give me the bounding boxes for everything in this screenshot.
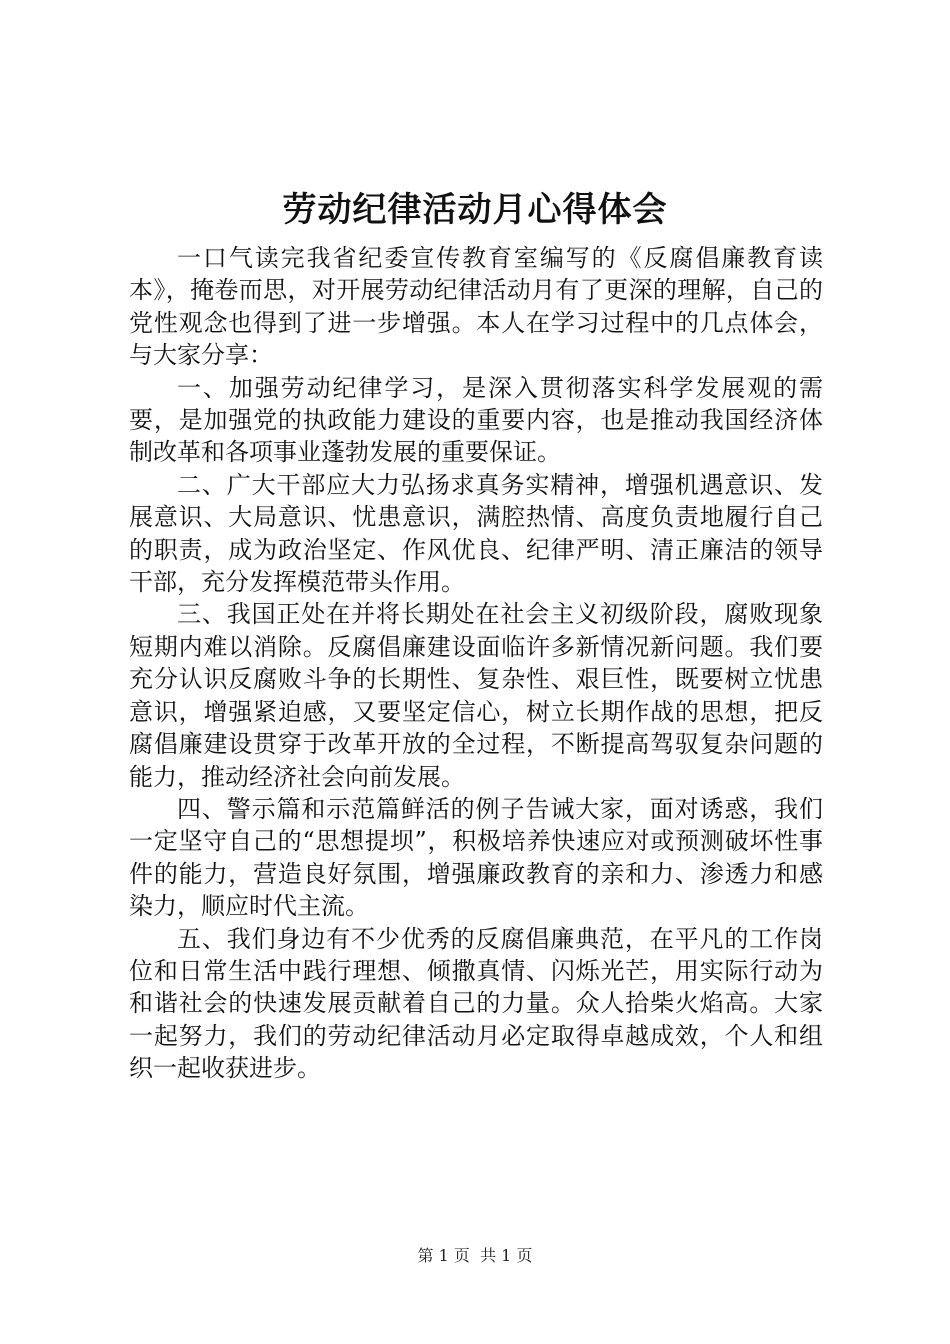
paragraph-point-5: 五、我们身边有不少优秀的反腐倡廉典范，在平凡的工作岗位和日常生活中践行理想、倾撒真情、闪烁光芒，用实际行动为和谐社会的快速发展贡献着自己的力量。众人拾柴火焰高。大家一起努力，我们的劳动纪律活动月必定取得卓越成效，个人和组织一起收获进步。 <box>129 924 823 1083</box>
paragraph-point-4: 四、警示篇和示范篇鲜活的例子告诫大家，面对诱惑，我们一定坚守自己的“思想提坝”，积极培养快速应对或预测破坏性事件的能力，营造良好氛围，增强廉政教育的亲和力、渗透力和感染力，顺应时代主流。 <box>129 794 823 921</box>
document-title: 劳动纪律活动月心得体会 <box>282 190 668 230</box>
paragraph-intro: 一口气读完我省纪委宣传教育室编写的《反腐倡廉教育读本》，掩卷而思，对开展劳动纪律活动月有了更深的理解，自己的党性观念也得到了进一步增强。本人在学习过程中的几点体会，与大家分享： <box>129 244 823 370</box>
paragraph-point-2: 二、广大干部应大力弘扬求真务实精神，增强机遇意识、发展意识、大局意识、忧患意识，满腔热情、高度负责地履行自己的职责，成为政治坚定、作风优良、纪律严明、清正廉洁的领导干部，充分发挥模范带头作用。 <box>129 470 823 597</box>
page-number: 第 1 页 共 1 页 <box>417 1246 533 1265</box>
paragraph-point-1: 一、加强劳动纪律学习，是深入贯彻落实科学发展观的需要，是加强党的执政能力建设的重要内容，也是推动我国经济体制改革和各项事业蓬勃发展的重要保证。 <box>129 373 823 467</box>
page-footer <box>0 1244 950 1268</box>
document-body <box>129 242 823 1085</box>
paragraph-point-3: 三、我国正处在并将长期处在社会主义初级阶段，腐败现象短期内难以消除。反腐倡廉建设面临许多新情况新问题。我们要充分认识反腐败斗争的长期性、复杂性、艰巨性，既要树立忧患意识，增强紧迫感，又要坚定信心，树立长期作战的思想，把反腐倡廉建设贯穿于改革开放的全过程，不断提高驾驭复杂问题的能力，推动经济社会向前发展。 <box>129 600 823 791</box>
